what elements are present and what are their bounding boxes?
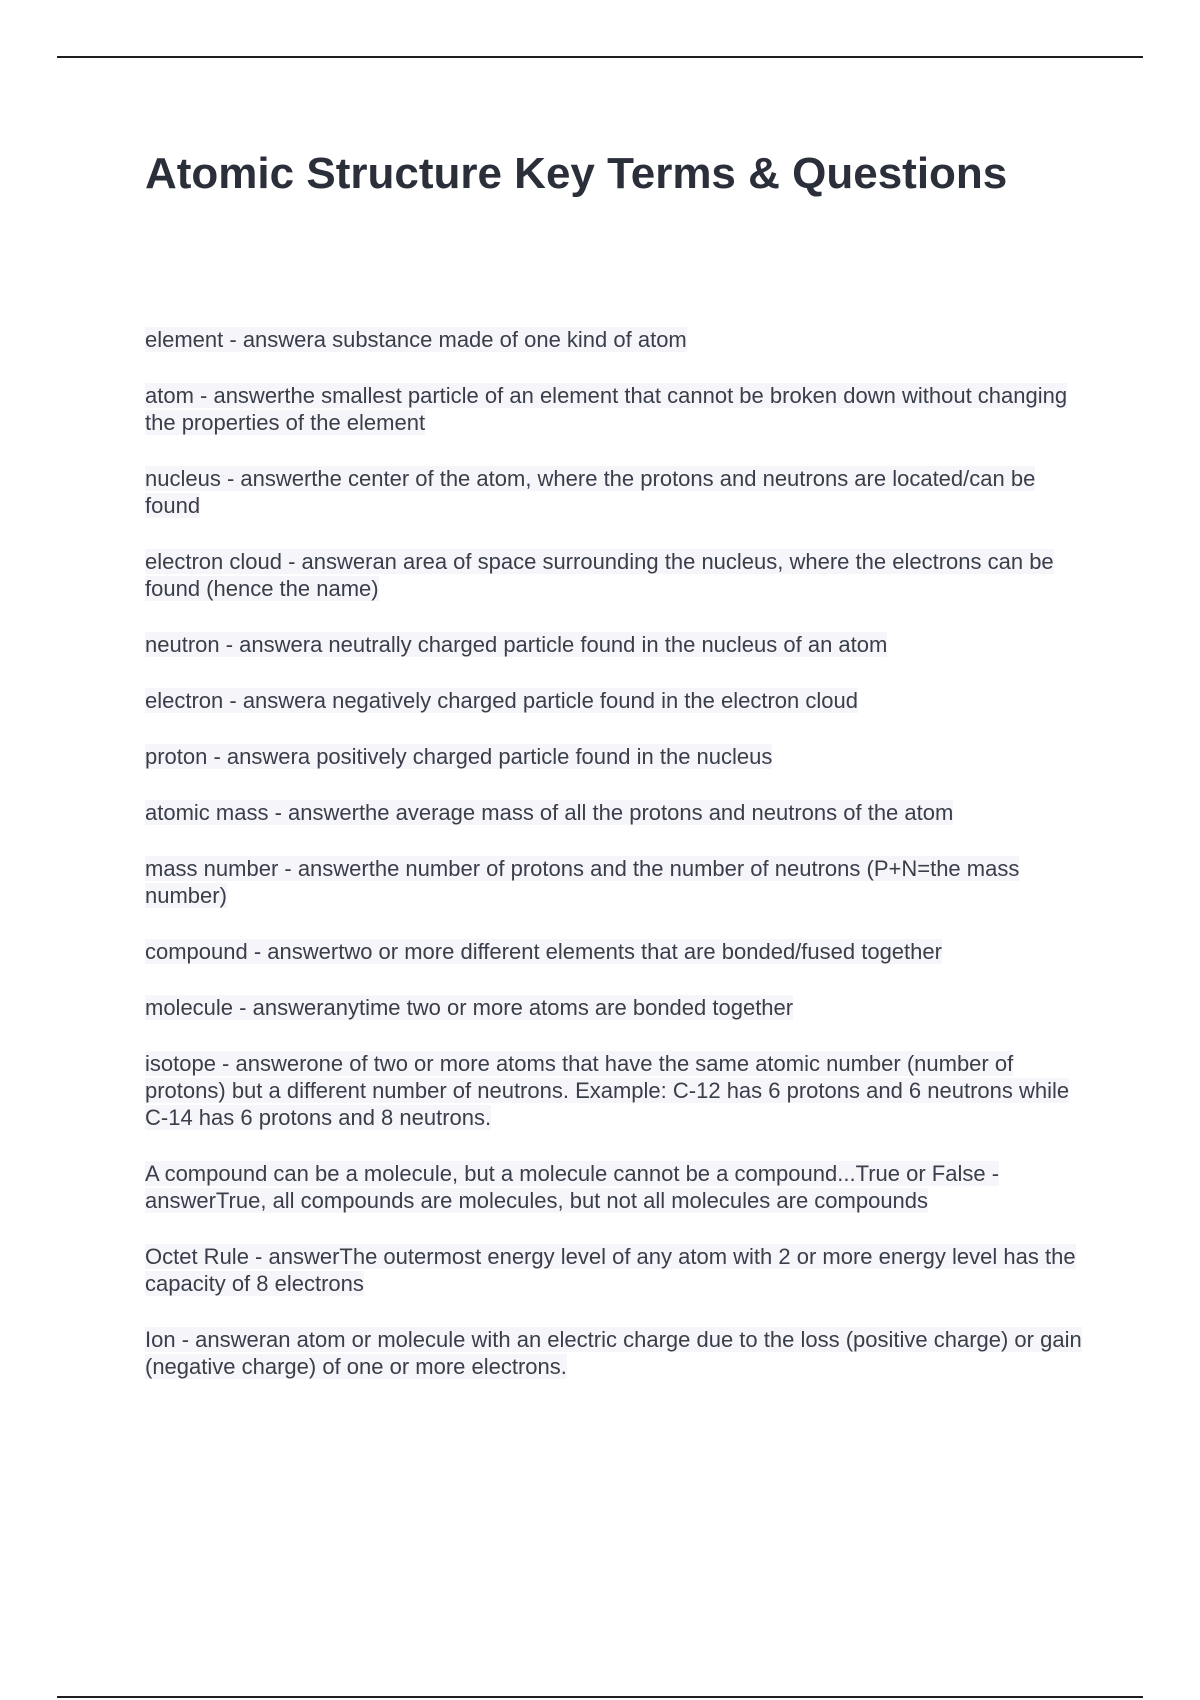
term-entry-electron-cloud xyxy=(145,548,1090,602)
term-entry-text: proton - answera positively charged particle found in the nucleus xyxy=(145,744,773,769)
term-entry-text: Ion - answeran atom or molecule with an electric charge due to the loss (positive charge) or gain (negative charge) of one or more electrons. xyxy=(145,1327,1082,1379)
term-entry-text: nucleus - answerthe center of the atom, where the protons and neutrons are located/can be found xyxy=(145,466,1036,518)
term-entry-octet-rule xyxy=(145,1243,1090,1297)
term-entry-text: molecule - answeranytime two or more atoms are bonded together xyxy=(145,995,794,1020)
term-entry-text: Octet Rule - answerThe outermost energy level of any atom with 2 or more energy level has the capacity of 8 electrons xyxy=(145,1244,1076,1296)
term-entry-compound-question xyxy=(145,1160,1090,1214)
term-entry-electron xyxy=(145,687,1090,714)
term-entry-text: atom - answerthe smallest particle of an element that cannot be broken down without changing the properties of the element xyxy=(145,383,1068,435)
term-list xyxy=(145,326,1090,1380)
term-entry-compound xyxy=(145,938,1090,965)
term-entry-text: atomic mass - answerthe average mass of all the protons and neutrons of the atom xyxy=(145,800,954,825)
bottom-rule xyxy=(57,1696,1143,1698)
term-entry-ion xyxy=(145,1326,1090,1380)
term-entry-element xyxy=(145,326,1090,353)
term-entry-text: electron cloud - answeran area of space surrounding the nucleus, where the electrons can be found (hence the name) xyxy=(145,549,1054,601)
term-entry-neutron xyxy=(145,631,1090,658)
term-entry-text: isotope - answerone of two or more atoms that have the same atomic number (number of protons) but a different number of neutrons. Example: C-12 has 6 protons and 6 neutrons while C-14 has 6 protons and 8 neutrons. xyxy=(145,1051,1070,1130)
term-entry-text: neutron - answera neutrally charged particle found in the nucleus of an atom xyxy=(145,632,888,657)
term-entry-atomic-mass xyxy=(145,799,1090,826)
term-entry-text: mass number - answerthe number of protons and the number of neutrons (P+N=the mass number) xyxy=(145,856,1020,908)
term-entry-text: element - answera substance made of one kind of atom xyxy=(145,327,687,352)
term-entry-text: electron - answera negatively charged particle found in the electron cloud xyxy=(145,688,858,713)
term-entry-proton xyxy=(145,743,1090,770)
term-entry-nucleus xyxy=(145,465,1090,519)
page-title: Atomic Structure Key Terms & Questions xyxy=(145,149,1008,198)
document-body xyxy=(145,146,1090,1409)
term-entry-text: A compound can be a molecule, but a molecule cannot be a compound...True or False - answerTrue, all compounds are molecules, but not all molecules are compounds xyxy=(145,1161,1000,1213)
top-rule xyxy=(57,56,1143,58)
term-entry-text: compound - answertwo or more different elements that are bonded/fused together xyxy=(145,939,942,964)
term-entry-atom xyxy=(145,382,1090,436)
term-entry-mass-number xyxy=(145,855,1090,909)
term-entry-molecule xyxy=(145,994,1090,1021)
term-entry-isotope xyxy=(145,1050,1090,1131)
